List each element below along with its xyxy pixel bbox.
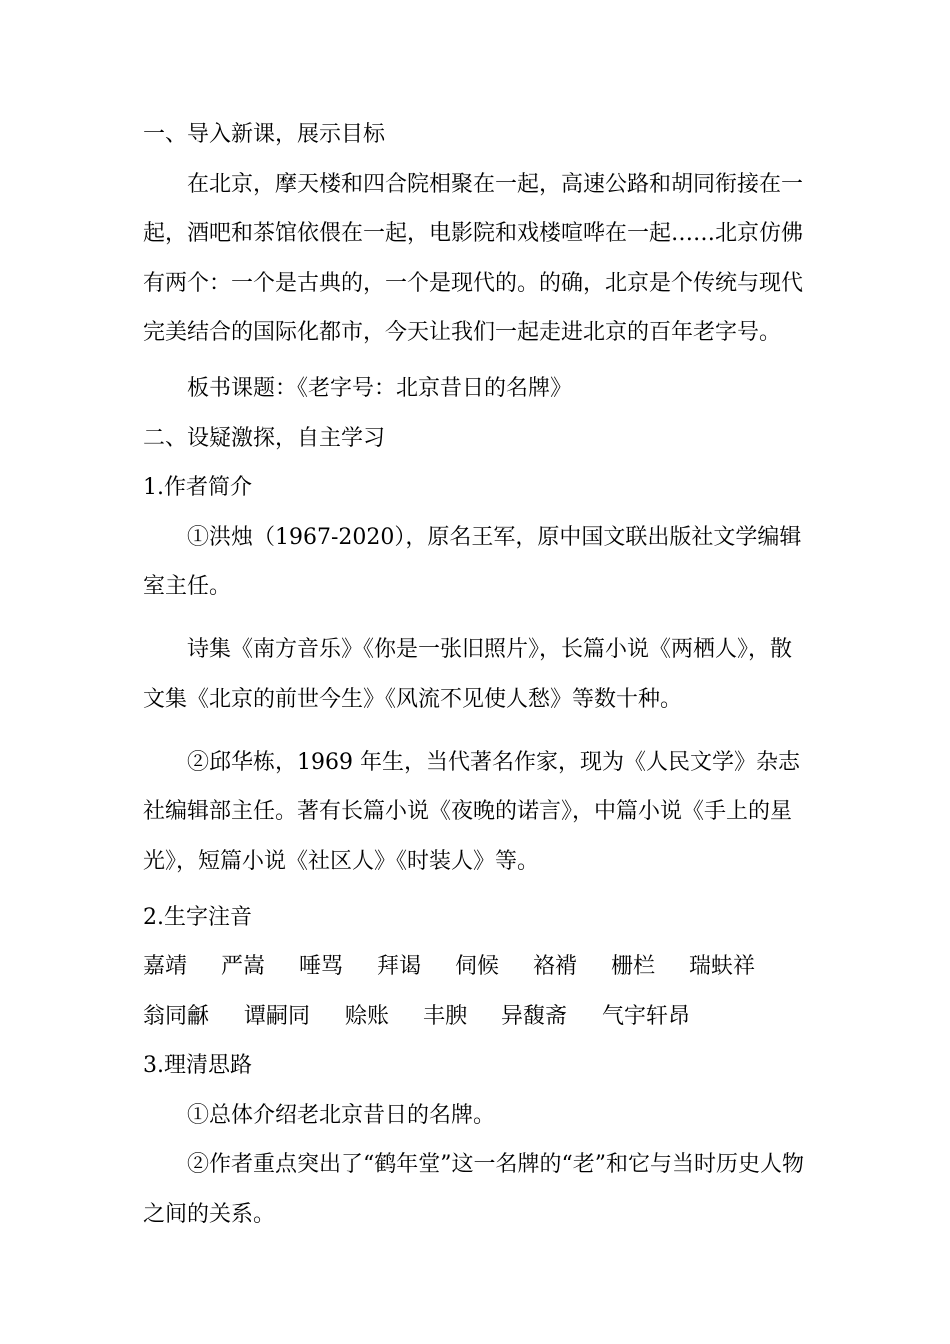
- section-1-heading: 一、导入新课，展示目标: [143, 122, 386, 147]
- vocab-word: 翁同龢: [143, 1003, 210, 1029]
- thought-item-1: ①总体介绍老北京昔日的名牌。: [187, 1102, 496, 1128]
- vocab-word: 栅栏: [611, 954, 656, 979]
- vocab-word: 瑞蚨祥: [689, 954, 756, 979]
- author-1-works: 诗集《南方音乐》《你是一张旧照片》，长篇小说《两栖人》，散文集《北京的前世今生》《风流不见使人愁》等数十种。: [143, 637, 793, 712]
- intro-paragraph: 在北京，摩天楼和四合院相聚在一起，高速公路和胡同衔接在一起，酒吧和茶馆依偎在一起，电影院和戏楼喧哗在一起……北京仿佛有两个：一个是古典的，一个是现代的。的确，北京是个传统与现代完美结合的国际化都市，今天让我们一起走进北京的百年老字号。: [143, 171, 804, 345]
- vocab-word: 异馥斋: [501, 1003, 568, 1029]
- vocab-row-1: [143, 949, 813, 985]
- author-1-bio: ①洪烛（1967-2020），原名王军，原中国文联出版社文学编辑室主任。: [143, 524, 802, 599]
- vocab-word: 嘉靖: [143, 954, 188, 979]
- board-title-line: 板书课题：《老字号：北京昔日的名牌》: [187, 376, 573, 401]
- vocab-word: 伺候: [455, 954, 500, 979]
- vocab-word: 拜谒: [377, 954, 422, 979]
- vocab-word: 丰腴: [423, 1003, 468, 1029]
- vocab-word: 赊账: [345, 1003, 390, 1029]
- vocab-row-2: [143, 999, 813, 1035]
- author-intro-heading: 1.作者简介: [143, 475, 252, 500]
- thought-item-2: ②作者重点突出了“鹤年堂”这一名牌的“老”和它与当时历史人物之间的关系。: [143, 1152, 804, 1227]
- vocab-word: 严嵩: [221, 954, 266, 979]
- author-2-bio: ②邱华栋，1969 年生，当代著名作家，现为《人民文学》杂志社编辑部主任。著有长篇小说《夜晚的诺言》，中篇小说《手上的星光》，短篇小说《社区人》《时装人》等。: [143, 749, 800, 874]
- thought-heading: 3.理清思路: [143, 1053, 252, 1078]
- document-body: [143, 117, 813, 1253]
- section-2-heading: 二、设疑激探，自主学习: [143, 425, 386, 451]
- vocab-word: 谭嗣同: [244, 1003, 311, 1029]
- vocab-heading: 2.生字注音: [143, 904, 252, 930]
- vocab-word: 唾骂: [299, 954, 344, 979]
- vocab-word: 袼褙: [533, 954, 578, 979]
- vocab-word: 气宇轩昂: [602, 1003, 691, 1029]
